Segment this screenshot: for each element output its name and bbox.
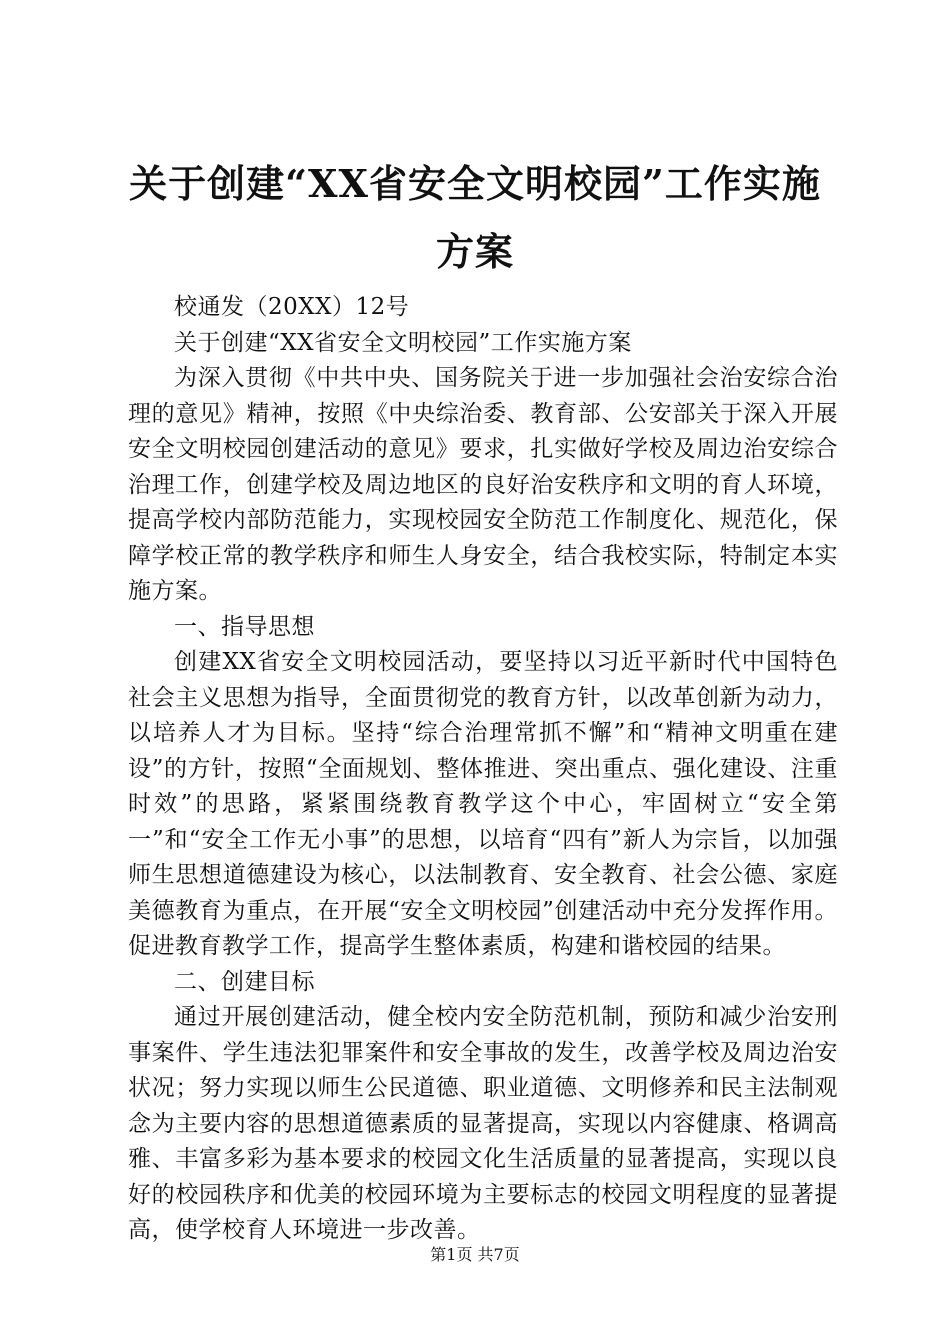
page-footer: 第1页 共7页 — [430, 1245, 520, 1264]
section-body-guiding-thought: 创建XX省安全文明校园活动，要坚持以习近平新时代中国特色社会主义思想为指导，全面贯彻党的教育方针，以改革创新为动力，以培养人才为目标。坚持“综合治理常抓不懈”和“精神文明重在建设”的方针，按照“全面规划、整体推进、突出重点、强化建设、注重时效”的思路，紧紧围绕教育教学这个中心，牢固树立“安全第一”和“安全工作无小事”的思想，以培育“四有”新人为宗旨，以加强师生思想道德建设为核心，以法制教育、安全教育、社会公德、家庭美德教育为重点，在开展“安全文明校园”创建活动中充分发挥作用。促进教育教学工作，提高学生整体素质，构建和谐校园的结果。 — [128, 649, 838, 959]
doc-subtitle: 关于创建“XX省安全文明校园”工作实施方案 — [174, 329, 632, 356]
intro-paragraph: 为深入贯彻《中共中央、国务院关于进一步加强社会治安综合治理的意见》精神，按照《中央综治委、教育部、公安部关于深入开展安全文明校园创建活动的意见》要求，扎实做好学校及周边治安综合治理工作，创建学校及周边地区的良好治安秩序和文明的育人环境，提高学校内部防范能力，实现校园安全防范工作制度化、规范化，保障学校正常的教学秩序和师生人身安全，结合我校实际，特制定本实施方案。 — [128, 365, 838, 604]
section-heading-guiding-thought: 一、指导思想 — [174, 613, 315, 640]
doc-number: 校通发（20XX）12号 — [174, 294, 410, 320]
section-body-goals: 通过开展创建活动，健全校内安全防范机制，预防和减少治安刑事案件、学生违法犯罪案件和安全事故的发生，改善学校及周边治安状况；努力实现以师生公民道德、职业道德、文明修养和民主法制观念为主要内容的思想道德素质的显著提高，实现以内容健康、格调高雅、丰富多彩为基本要求的校园文化生活质量的显著提高，实现以良好的校园秩序和优美的校园环境为主要标志的校园文明程度的显著提高，使学校育人环境进一步改善。 — [128, 1004, 838, 1243]
document-title: 关于创建“XX省安全文明校园”工作实施方案 — [129, 161, 821, 274]
document-body — [128, 290, 838, 1249]
section-heading-goals: 二、创建目标 — [174, 968, 315, 995]
